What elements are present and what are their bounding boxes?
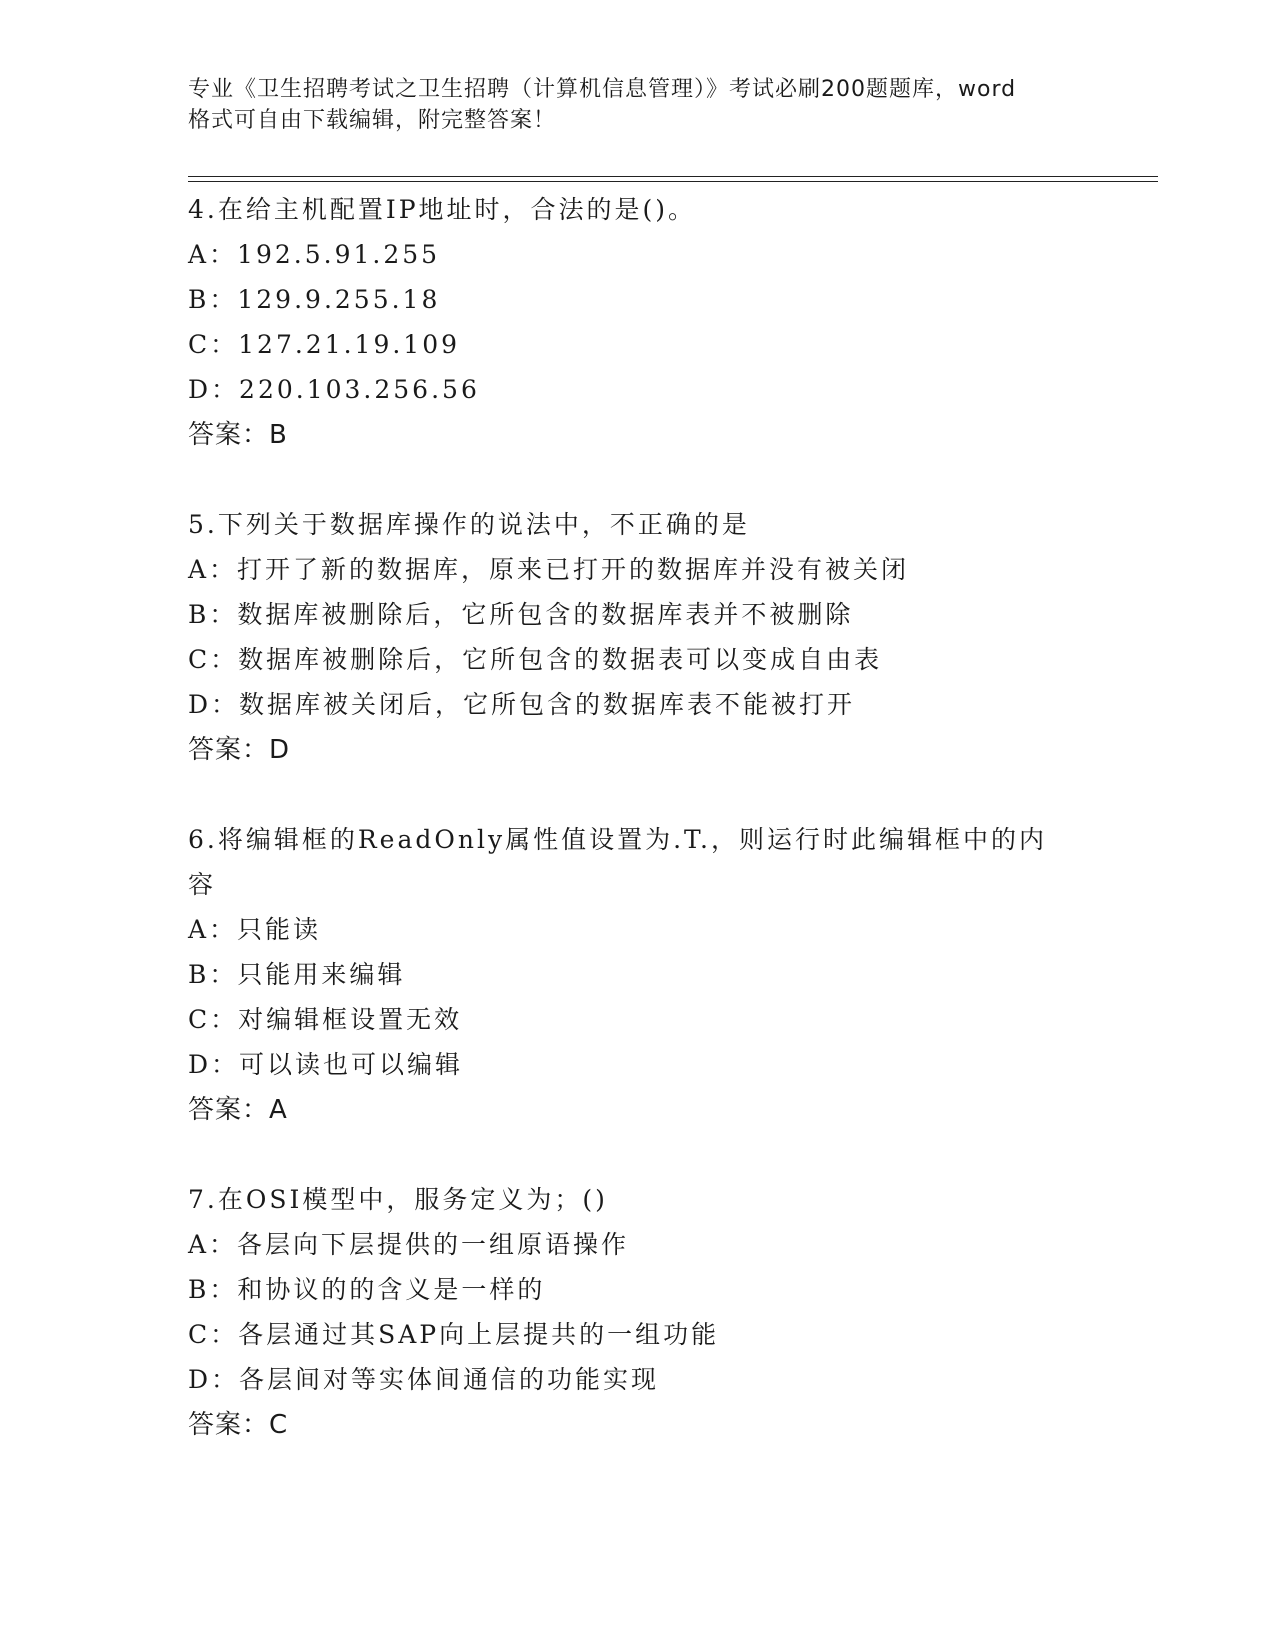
question-7-option-a: A：各层向下层提供的一组原语操作: [188, 1230, 630, 1259]
question-5-option-c: C：数据库被删除后，它所包含的数据表可以变成自由表: [188, 645, 883, 674]
question-7-option-b: B：和协议的的含义是一样的: [188, 1275, 546, 1304]
question-5-text: 5.下列关于数据库操作的说法中，不正确的是: [188, 510, 750, 539]
question-6-option-c: C：对编辑框设置无效: [188, 1005, 463, 1034]
question-5-answer: 答案：D: [188, 735, 291, 765]
question-5-option-a: A：打开了新的数据库，原来已打开的数据库并没有被关闭: [188, 555, 910, 584]
document-header-line-2: 格式可自由下载编辑，附完整答案！: [188, 108, 557, 133]
question-7-option-c: C：各层通过其SAP向上层提共的一组功能: [188, 1320, 720, 1349]
document-header-line-1: 专业《卫生招聘考试之卫生招聘（计算机信息管理）》考试必刷200题题库，word: [188, 77, 1017, 102]
question-4-option-a: A：192.5.91.255: [188, 240, 441, 269]
question-4-answer: 答案：B: [188, 420, 288, 450]
question-4-option-c: C：127.21.19.109: [188, 330, 461, 359]
question-7-option-d: D：各层间对等实体间通信的功能实现: [188, 1365, 660, 1394]
question-4-text: 4.在给主机配置IP地址时，合法的是()。: [188, 195, 697, 224]
question-6-option-b: B：只能用来编辑: [188, 960, 406, 989]
question-6-text-line-1: 6.将编辑框的ReadOnly属性值设置为.T.，则运行时此编辑框中的内: [188, 825, 1047, 854]
question-6-option-d: D：可以读也可以编辑: [188, 1050, 464, 1079]
question-4-option-b: B：129.9.255.18: [188, 285, 441, 314]
question-6-option-a: A：只能读: [188, 915, 322, 944]
question-6-text-line-2: 容: [188, 870, 217, 899]
question-7-text: 7.在OSI模型中，服务定义为；(): [188, 1185, 608, 1214]
question-5-option-d: D：数据库被关闭后，它所包含的数据库表不能被打开: [188, 690, 856, 719]
header-divider-bottom: [188, 181, 1158, 182]
question-7-answer: 答案：C: [188, 1410, 289, 1440]
question-5-option-b: B：数据库被删除后，它所包含的数据库表并不被删除: [188, 600, 854, 629]
header-divider-top: [188, 176, 1158, 177]
question-6-answer: 答案：A: [188, 1095, 288, 1125]
question-4-option-d: D：220.103.256.56: [188, 375, 480, 404]
